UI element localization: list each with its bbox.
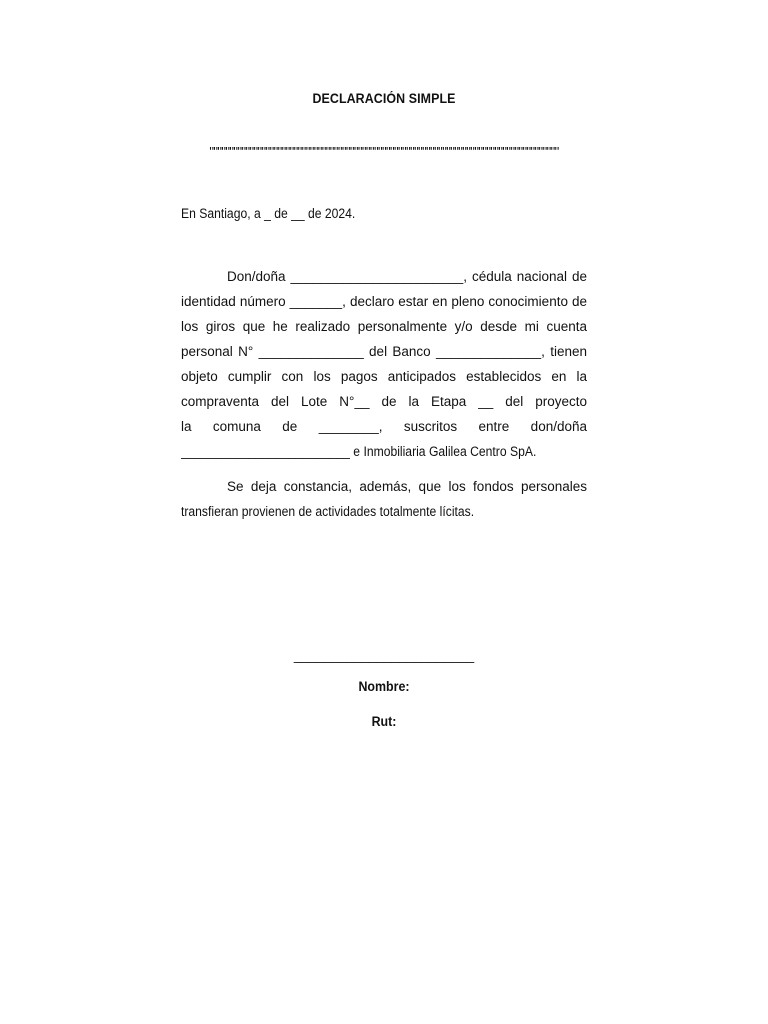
- document-title: DECLARACIÓN SIMPLE: [312, 91, 456, 106]
- paragraph-line: Don/doña _______________________, cédula nacional de: [227, 269, 587, 284]
- paragraph-line: los giros que he realizado personalmente y/o desde mi cuenta: [181, 319, 587, 334]
- paragraph-line: [181, 499, 587, 524]
- paragraph-line-text: _________________________ e Inmobiliaria Galilea Centro SpA.: [181, 444, 537, 459]
- paragraph-line: la comuna de ________, suscritos entre don/doña: [181, 419, 587, 434]
- paragraph-line: Se deja constancia, además, que los fondos personales: [227, 479, 587, 494]
- paragraph-line: objeto cumplir con los pagos anticipados establecidos en la: [181, 369, 587, 384]
- paragraph-line: personal N° ______________ del Banco ______________, tienen: [181, 344, 587, 359]
- signature-rut-label: Rut:: [371, 714, 397, 729]
- paragraph-line: [181, 439, 587, 464]
- paragraph-line-text: transfieran provienen de actividades totalmente lícitas.: [181, 504, 475, 519]
- signature-line: ________________________: [293, 648, 475, 663]
- quote-separator: """"""""""""""""""""""""""""""""""""""""""""""""""""""""""""""""""""""""""""""""""""""": [209, 144, 559, 159]
- paragraph-line: compraventa del Lote N°__ de la Etapa __ del proyecto: [181, 394, 587, 409]
- constancia-paragraph: [181, 474, 587, 524]
- date-line: En Santiago, a _ de __ de 2024.: [181, 206, 356, 221]
- declaration-paragraph: [181, 264, 587, 464]
- signature-name-label: Nombre:: [358, 679, 410, 694]
- paragraph-line: identidad número _______, declaro estar en pleno conocimiento de: [181, 294, 587, 309]
